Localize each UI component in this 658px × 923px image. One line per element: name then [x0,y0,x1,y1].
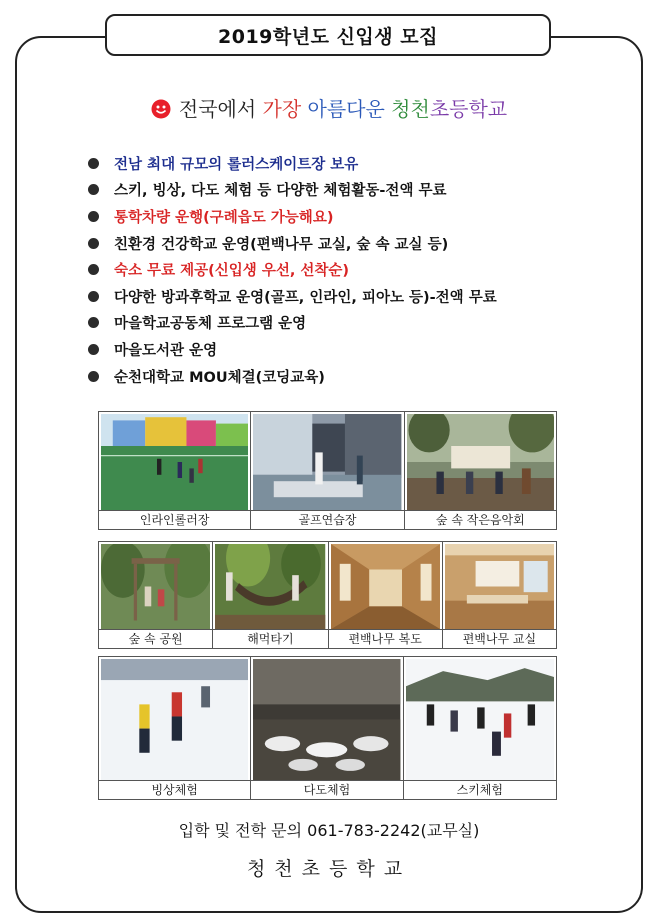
bullet-icon [88,344,99,355]
slogan-part-1: 전국에서 [178,97,257,121]
ice-skating-photo [101,659,248,780]
feature-item: 숙소 무료 제공(신입생 우선, 선착순) [88,256,497,283]
photo-cell [99,542,213,648]
feature-item: 친환경 건강학교 운영(편백나무 교실, 숲 속 교실 등) [88,230,497,257]
photo-caption: 골프연습장 [251,510,403,529]
feature-list [88,150,497,389]
photo-caption: 숲 속 작은음악회 [405,510,556,529]
forest-park-photo [101,544,210,629]
bullet-icon [88,264,99,275]
photo-cell [251,657,403,799]
photo-row-1 [98,411,557,530]
school-name-footer: 청천초등학교 [246,858,412,880]
bullet-icon [88,238,99,249]
photo-caption: 편백나무 복도 [329,629,442,648]
photo-cell [213,542,328,648]
photo-cell [329,542,443,648]
feature-item: 전남 최대 규모의 롤러스케이트장 보유 [88,150,497,177]
feature-item: 스키, 빙상, 다도 체험 등 다양한 체험활동-전액 무료 [88,177,497,204]
golf-range-photo [253,414,401,510]
feature-item: 마을학교공동체 프로그램 운영 [88,310,497,337]
slogan-part-2: 가장 [262,97,302,121]
slogan [0,93,658,124]
smiley-icon [151,99,171,124]
photo-caption: 편백나무 교실 [443,629,556,648]
photo-caption: 해먹타기 [213,629,327,648]
tea-ceremony-photo [253,659,400,780]
feature-item: 마을도서관 운영 [88,336,497,363]
photo-caption: 스키체험 [404,780,556,799]
ski-photo [406,659,554,780]
slogan-part-3: 아름다운 [307,97,385,121]
feature-item: 순천대학교 MOU체결(코딩교육) [88,363,497,390]
inline-rink-photo [101,414,248,510]
photo-cell [405,412,556,529]
photo-cell [99,412,251,529]
bullet-icon [88,158,99,169]
photo-caption: 인라인롤러장 [99,510,250,529]
contact-info: 입학 및 전학 문의 061-783-2242(교무실) [178,821,480,840]
feature-item: 통학차량 운행(구례읍도 가능해요) [88,203,497,230]
cypress-hallway-photo [331,544,440,629]
photo-cell [99,657,251,799]
feature-item: 다양한 방과후학교 운영(골프, 인라인, 피아노 등)-전액 무료 [88,283,497,310]
poster-title: 2019학년도 신입생 모집 [105,14,551,56]
photo-caption: 다도체험 [251,780,402,799]
photo-cell [404,657,556,799]
cypress-classroom-photo [445,544,554,629]
slogan-school-name: 청천초등학교 [391,97,508,121]
bullet-icon [88,291,99,302]
photo-caption: 빙상체험 [99,780,250,799]
photo-caption: 숲 속 공원 [99,629,212,648]
hammock-photo [215,544,325,629]
bullet-icon [88,317,99,328]
photo-cell [443,542,556,648]
photo-row-2 [98,541,557,649]
bullet-icon [88,184,99,195]
photo-row-3 [98,656,557,800]
photo-cell [251,412,404,529]
bullet-icon [88,371,99,382]
bullet-icon [88,211,99,222]
forest-concert-photo [407,414,554,510]
